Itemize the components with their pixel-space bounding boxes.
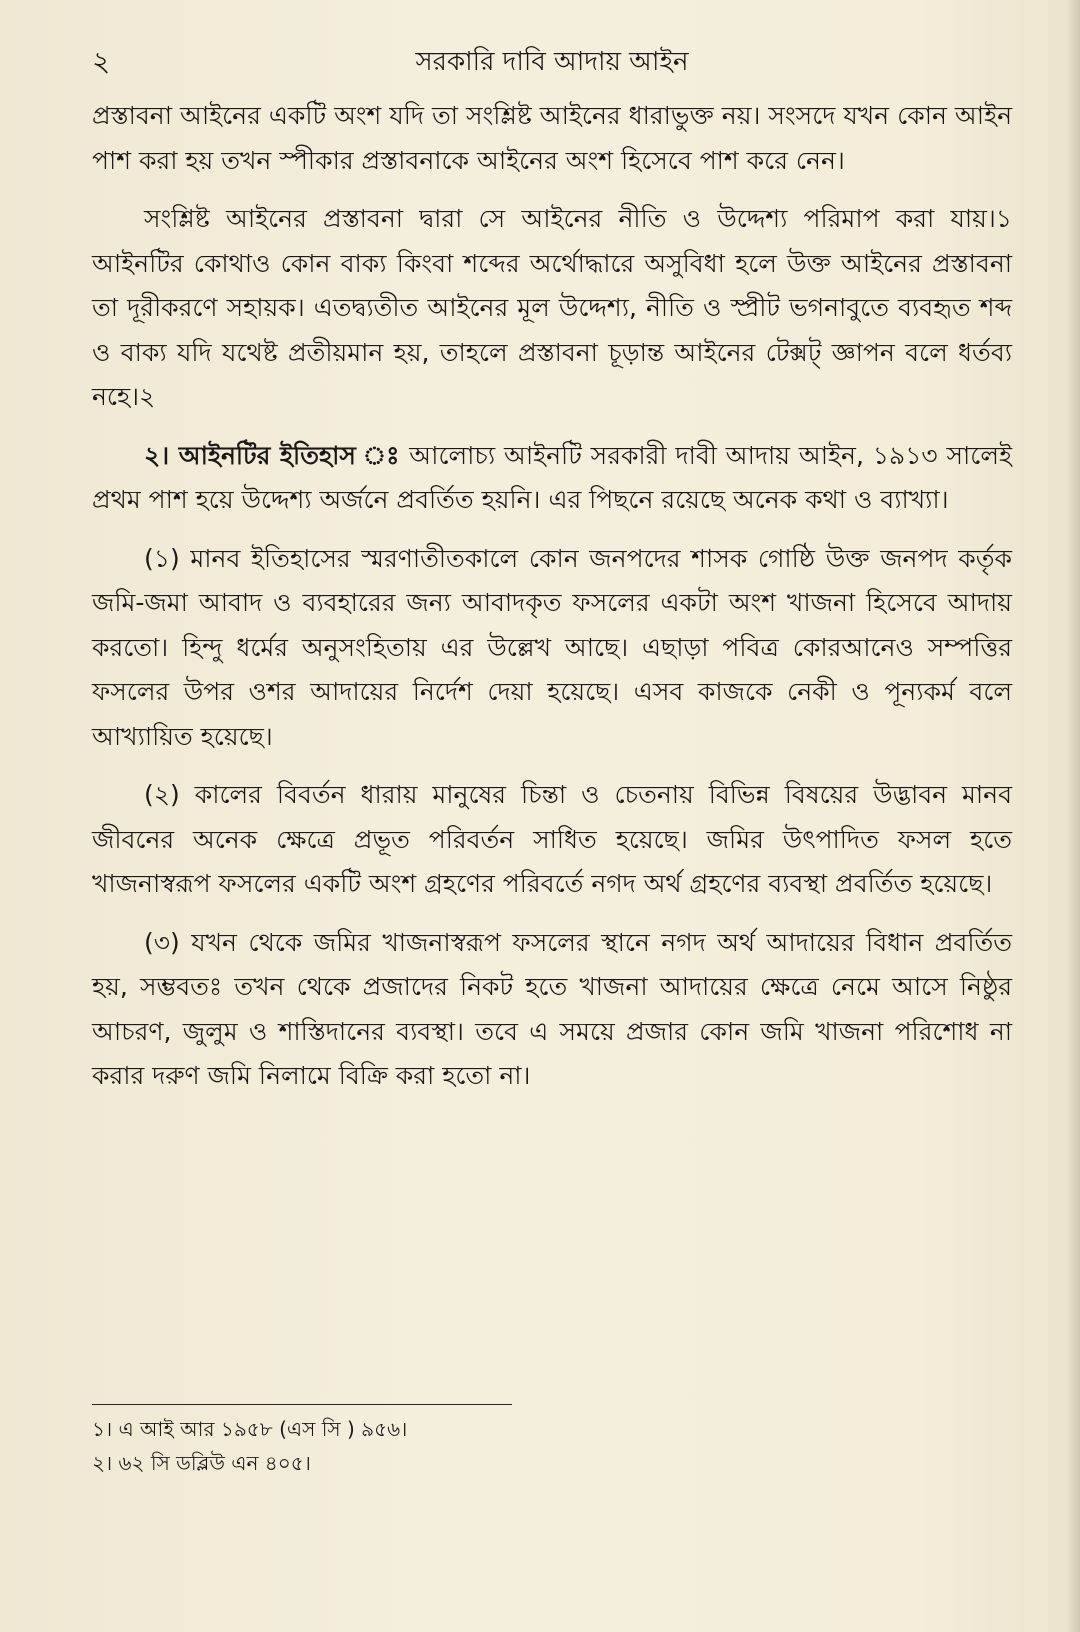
footnote-1: ১। এ আই আর ১৯৫৮ (এস সি ) ৯৫৬।	[92, 1417, 408, 1441]
paragraph-point-2: (২) কালের বিবর্তন ধারায় মানুষের চিন্তা ও চেতনায় বিভিন্ন বিষয়ের উদ্ভাবন মানব জীবনের অনেক ক্ষেত্রে প্রভূত পরিবর্তন সাধিত হয়েছে। জমির উৎপাদিত ফসল হতে খাজনাস্বরূপ ফসলের একটি অংশ গ্রহণের পরিবর্তে নগদ অর্থ গ্রহণের ব্যবস্থা প্রবর্তিত হয়েছে।	[92, 780, 1012, 898]
paragraph-history	[92, 434, 1012, 523]
paragraph-point-3: (৩) যখন থেকে জমির খাজনাস্বরূপ ফসলের স্থানে নগদ অর্থ আদায়ের বিধান প্রবর্তিত হয়, সম্ভবতঃ তখন থেকে প্রজাদের নিকট হতে খাজনা আদায়ের ক্ষেত্রে নেমে আসে নিষ্ঠুর আচরণ, জুলুম ও শাস্তিদানের ব্যবস্থা। তবে এ সময়ে প্রজার কোন জমি খাজনা পরিশোধ না করার দরুণ জমি নিলামে বিক্রি করা হতো না।	[92, 927, 1012, 1090]
paragraph-preamble: প্রস্তাবনা আইনের একটি অংশ যদি তা সংশ্লিষ্ট আইনের ধারাভুক্ত নয়। সংসদে যখন কোন আইন পাশ করা হয় তখন স্পীকার প্রস্তাবনাকে আইনের অংশ হিসেবে পাশ করে নেন।	[92, 101, 1012, 175]
paragraph-point-1: (১) মানব ইতিহাসের স্মরণাতীতকালে কোন জনপদের শাসক গোষ্ঠি উক্ত জনপদ কর্তৃক জমি-জমা আবাদ ও ব্যবহারের জন্য আবাদকৃত ফসলের একটা অংশ খাজনা হিসেবে আদায় করতো। হিন্দু ধর্মের অনুসংহিতায় এর উল্লেখ আছে। এছাড়া পবিত্র কোরআনেও সম্পত্তির ফসলের উপর ওশর আদায়ের নির্দেশ দেয়া হয়েছে। এসব কাজকে নেকী ও পূন্যকর্ম বলে আখ্যায়িত হয়েছে।	[92, 543, 1012, 751]
section-heading-history: ২। আইনটির ইতিহাস ঃ	[144, 440, 401, 470]
footnote-divider	[92, 1404, 512, 1405]
page-header	[92, 40, 1012, 84]
paragraph-preamble-purpose: সংশ্লিষ্ট আইনের প্রস্তাবনা দ্বারা সে আইনের নীতি ও উদ্দেশ্য পরিমাপ করা যায়।১ আইনটির কোথাও কোন বাক্য কিংবা শব্দের অর্থোদ্ধারে অসুবিধা হলে উক্ত আইনের প্রস্তাবনা তা দূরীকরণে সহায়ক। এতদ্ব্যতীত আইনের মূল উদ্দেশ্য, নীতি ও স্প্রীট ভগনাবুতে ব্যবহৃত শব্দ ও বাক্য যদি যথেষ্ট প্রতীয়মান হয়, তাহলে প্রস্তাবনা চূড়ান্ত আইনের টেক্সট্ জ্ঞাপন বলে ধর্তব্য নহে।২	[92, 204, 1012, 411]
paragraph-history-text: আলোচ্য আইনটি সরকারী দাবী আদায় আইন, ১৯১৩ সালেই প্রথম পাশ হয়ে উদ্দেশ্য অর্জনে প্রবর্তিত হয়নি। এর পিছনে রয়েছে অনেক কথা ও ব্যাখ্যা।	[92, 440, 1012, 514]
page-edge-shadow	[1066, 0, 1080, 1632]
running-title: সরকারি দাবি আদায় আইন	[415, 47, 689, 77]
page-number: ২	[92, 45, 111, 78]
footnotes	[92, 1412, 992, 1480]
footnote-2: ২। ৬২ সি ডব্লিউ এন ৪০৫।	[92, 1451, 311, 1475]
body-text	[92, 94, 1012, 1113]
